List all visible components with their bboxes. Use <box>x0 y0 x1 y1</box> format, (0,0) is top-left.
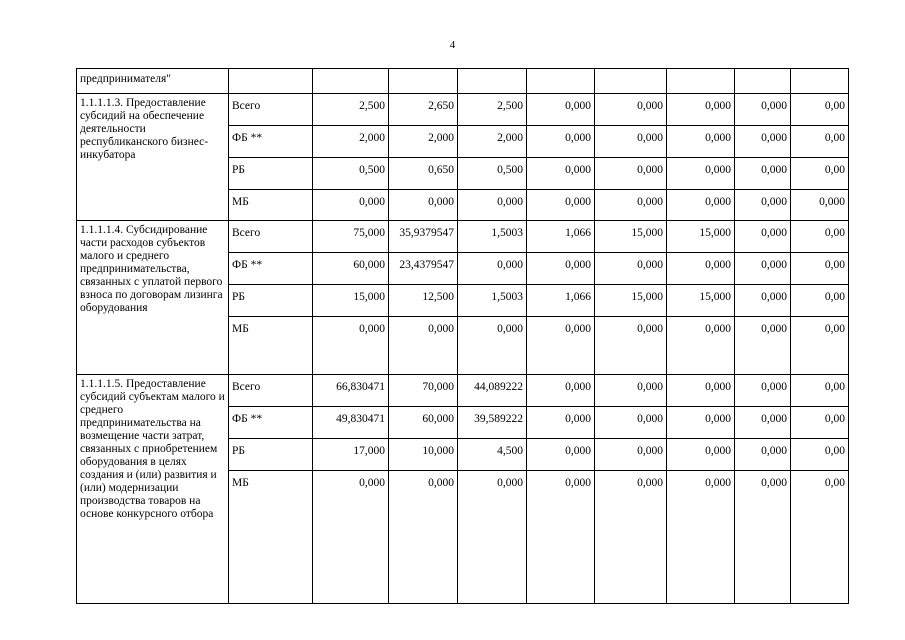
value-cell: 0,000 <box>595 253 667 285</box>
value-cell: 0,00 <box>791 221 849 253</box>
value-cell: 0,000 <box>735 407 791 439</box>
value-cell: 0,000 <box>595 94 667 126</box>
funding-source: Всего <box>229 94 313 126</box>
value-cell: 0,000 <box>527 317 595 375</box>
value-cell: 2,000 <box>458 126 527 158</box>
value-cell: 0,000 <box>527 471 595 604</box>
value-cell: 0,000 <box>458 317 527 375</box>
value-cell: 0,000 <box>735 253 791 285</box>
funding-source: Всего <box>229 375 313 407</box>
measure-description: 1.1.1.1.4. Субсидирование части расходов субъектов малого и среднего предпринимательства, связанных с уплатой первого взноса по договорам лизинга оборудования <box>77 221 229 375</box>
value-cell: 0,000 <box>735 190 791 221</box>
value-cell: 0,500 <box>313 158 389 190</box>
value-cell: 15,000 <box>667 221 735 253</box>
table-row <box>77 221 849 253</box>
value-cell: 0,000 <box>735 158 791 190</box>
value-cell: 39,589222 <box>458 407 527 439</box>
value-cell: 0,000 <box>595 158 667 190</box>
value-cell: 0,000 <box>595 439 667 471</box>
value-cell: 60,000 <box>313 253 389 285</box>
value-cell: 0,000 <box>595 190 667 221</box>
value-cell: 1,066 <box>527 285 595 317</box>
table-row <box>77 94 849 126</box>
value-cell: 1,066 <box>527 221 595 253</box>
value-cell: 0,650 <box>389 158 458 190</box>
value-cell: 2,650 <box>389 94 458 126</box>
value-cell: 0,000 <box>667 407 735 439</box>
value-cell: 0,000 <box>313 471 389 604</box>
value-cell: 15,000 <box>595 285 667 317</box>
value-cell: 70,000 <box>389 375 458 407</box>
value-cell: 0,00 <box>791 317 849 375</box>
funding-source: ФБ ** <box>229 407 313 439</box>
value-cell: 0,00 <box>791 158 849 190</box>
value-cell: 0,00 <box>791 407 849 439</box>
value-cell: 0,000 <box>527 375 595 407</box>
value-cell: 0,000 <box>667 158 735 190</box>
value-cell: 0,000 <box>667 253 735 285</box>
value-cell: 0,000 <box>735 126 791 158</box>
continuation-row <box>77 69 849 94</box>
value-cell: 0,000 <box>667 190 735 221</box>
value-cell: 0,000 <box>313 317 389 375</box>
value-cell: 0,000 <box>735 285 791 317</box>
value-cell: 0,00 <box>791 285 849 317</box>
value-cell: 0,000 <box>595 375 667 407</box>
funding-source: РБ <box>229 439 313 471</box>
page-number: 4 <box>449 39 456 51</box>
value-cell: 0,00 <box>791 253 849 285</box>
value-cell: 0,000 <box>527 407 595 439</box>
value-cell: 0,000 <box>313 190 389 221</box>
value-cell: 0,000 <box>735 375 791 407</box>
value-cell: 2,500 <box>458 94 527 126</box>
funding-source: МБ <box>229 317 313 375</box>
continuation-text: предпринимателя" <box>77 69 229 94</box>
value-cell: 15,000 <box>313 285 389 317</box>
value-cell: 60,000 <box>389 407 458 439</box>
value-cell: 23,4379547 <box>389 253 458 285</box>
value-cell: 0,000 <box>667 375 735 407</box>
value-cell: 0,00 <box>791 471 849 604</box>
funding-source: РБ <box>229 285 313 317</box>
value-cell: 0,000 <box>527 126 595 158</box>
value-cell: 0,000 <box>735 471 791 604</box>
value-cell: 35,9379547 <box>389 221 458 253</box>
measure-description: 1.1.1.1.3. Предоставление субсидий на обеспечение деятельности республиканского бизнес-инкубатора <box>77 94 229 221</box>
value-cell: 0,000 <box>667 439 735 471</box>
value-cell: 0,000 <box>595 317 667 375</box>
value-cell: 0,000 <box>389 190 458 221</box>
value-cell: 0,000 <box>527 158 595 190</box>
value-cell: 2,000 <box>389 126 458 158</box>
funding-source: ФБ ** <box>229 253 313 285</box>
value-cell: 0,000 <box>667 94 735 126</box>
funding-source: МБ <box>229 190 313 221</box>
value-cell: 0,00 <box>791 439 849 471</box>
value-cell: 0,000 <box>527 190 595 221</box>
value-cell: 4,500 <box>458 439 527 471</box>
funding-source: ФБ ** <box>229 126 313 158</box>
value-cell: 17,000 <box>313 439 389 471</box>
value-cell: 49,830471 <box>313 407 389 439</box>
value-cell: 0,000 <box>595 471 667 604</box>
value-cell: 0,000 <box>527 439 595 471</box>
value-cell: 0,000 <box>735 94 791 126</box>
value-cell: 0,000 <box>527 94 595 126</box>
funding-source: МБ <box>229 471 313 604</box>
value-cell: 0,000 <box>389 317 458 375</box>
value-cell: 0,000 <box>735 439 791 471</box>
value-cell: 0,000 <box>458 190 527 221</box>
value-cell: 2,000 <box>313 126 389 158</box>
value-cell: 10,000 <box>389 439 458 471</box>
value-cell: 15,000 <box>595 221 667 253</box>
value-cell: 0,000 <box>458 253 527 285</box>
value-cell: 44,089222 <box>458 375 527 407</box>
value-cell: 0,00 <box>791 375 849 407</box>
value-cell: 0,00 <box>791 126 849 158</box>
value-cell: 0,000 <box>458 471 527 604</box>
value-cell: 15,000 <box>667 285 735 317</box>
value-cell: 1,5003 <box>458 221 527 253</box>
value-cell: 0,000 <box>735 317 791 375</box>
value-cell: 1,5003 <box>458 285 527 317</box>
value-cell: 0,000 <box>667 471 735 604</box>
funding-source: РБ <box>229 158 313 190</box>
value-cell: 0,000 <box>527 253 595 285</box>
value-cell: 0,000 <box>389 471 458 604</box>
value-cell: 0,000 <box>595 407 667 439</box>
table-row <box>77 375 849 407</box>
budget-table <box>76 68 849 604</box>
value-cell: 0,500 <box>458 158 527 190</box>
value-cell: 12,500 <box>389 285 458 317</box>
value-cell: 75,000 <box>313 221 389 253</box>
value-cell: 0,000 <box>735 221 791 253</box>
value-cell: 66,830471 <box>313 375 389 407</box>
value-cell: 0,000 <box>595 126 667 158</box>
value-cell: 0,000 <box>667 317 735 375</box>
value-cell: 0,00 <box>791 94 849 126</box>
value-cell: 2,500 <box>313 94 389 126</box>
value-cell: 0,000 <box>791 190 849 221</box>
value-cell: 0,000 <box>667 126 735 158</box>
funding-source: Всего <box>229 221 313 253</box>
measure-description: 1.1.1.1.5. Предоставление субсидий субъектам малого и среднего предпринимательства на возмещение части затрат, связанных с приобретением оборудования в целях создания и (или) развития и (или) модернизации производства товаров на основе конкурсного отбора <box>77 375 229 604</box>
